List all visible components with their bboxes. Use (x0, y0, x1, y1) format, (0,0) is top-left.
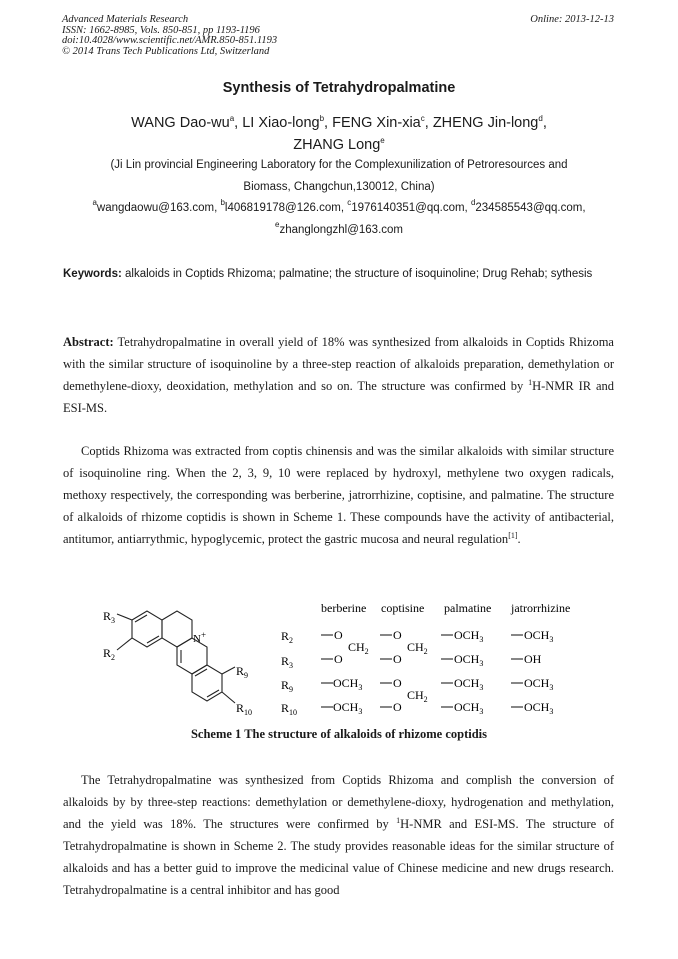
citation-ref[interactable]: [1] (508, 531, 518, 540)
author-sup: a (229, 114, 235, 123)
cell-coptisine-r3: O (393, 652, 402, 666)
cell-coptisine-ch2b: $CH_2$ (407, 688, 428, 704)
author-name: WANG Dao-wu (131, 115, 230, 131)
author-name: LI Xiao-long (242, 115, 320, 131)
paper-title: Synthesis of Tetrahydropalmatine (222, 80, 456, 96)
email-sup: d (470, 198, 476, 207)
ring-a-double (135, 615, 147, 622)
keywords-label: Keywords: (63, 268, 122, 280)
author-name: FENG Xin-xia (332, 115, 421, 131)
email-sup: a (92, 198, 97, 207)
issn-line: ISSN: 1662-8985, Vols. 850-851, pp 1193-1196 (62, 24, 260, 36)
r10-label: $R_{10}$ (236, 701, 253, 717)
email-sup: b (220, 198, 225, 207)
row-label-r2: $R_2$ (281, 629, 294, 645)
n-plus-label: N+ (193, 630, 207, 645)
abstract-text-end: H-NMR IR and ESI-MS. (63, 379, 614, 415)
email-address[interactable]: l406819178@126.com (224, 202, 341, 214)
author-list: WANG Dao-$wu^a$, LI Xiao-long$^b$, FENG Xin-xia$^c$, ZHENG Jin-long$^d$, ZHANG Long$^e$ (131, 114, 547, 153)
bond-r3 (117, 614, 132, 620)
col-header-coptisine: coptisine (381, 601, 425, 615)
r3-label: $R_3$ (103, 609, 116, 625)
body-paragraph-2 (63, 769, 614, 901)
author-sup: e (380, 136, 385, 145)
col-header-berberine: berberine (321, 601, 367, 615)
bond-r9 (222, 667, 235, 674)
cell-palmatine-r2: $OCH_3$ (454, 628, 484, 644)
keywords-text: alkaloids in Coptids Rhizoma; palmatine; the structure of isoquinoline; Drug Rehab; sythesis (125, 268, 593, 280)
email-address[interactable]: wangdaowu@163.com (96, 202, 215, 214)
email-address[interactable]: zhanglongzhl@163.com (279, 224, 403, 236)
paragraph-text: Coptids Rhizoma was extracted from coptis chinensis and was the similar alkaloids with similar structure of isoquinoline ring. When the 2, 3, 9, 10 were replaced by hydroxyl, methylene two oxygen radicals, methoxy respectively, the corresponding was berberine, jatrorrhizine, coptisine, and palmatine. The structure of alkaloids of rhizome coptidis is shown in Scheme 1. These compounds have the activity of antibacterial, antitumor, antiarrythmic, hypoglycemic, protect the gastric mucosa and neural regulation (63, 444, 614, 546)
cell-berberine-r10: $OCH_3$ (333, 700, 363, 716)
email-list: $^a$wangdaowu@163.com, $^b$l406819178@126.com, $^c$1976140351@qq.com, $^d$234585543@qq.com, $^e$zhanglongzhl@163.com (92, 198, 586, 236)
paragraph-sup: 1 (396, 816, 401, 825)
cell-palmatine-r10: $OCH_3$ (454, 700, 484, 716)
cell-palmatine-r3: $OCH_3$ (454, 652, 484, 668)
affiliation (0, 154, 678, 198)
bond-r2 (117, 638, 132, 650)
email-sup: c (347, 198, 352, 207)
r9-label: $R_9$ (236, 664, 249, 680)
journal-name: Advanced Materials Research (62, 14, 189, 25)
col-header-jatrorrhizine: jatrorrhizine (511, 601, 571, 615)
paragraph-text: The Tetrahydropalmatine was synthesized from Coptids Rhizoma and complish the conversion of alkaloids by by three-step reactions: demethylation or demethylene-dioxy, hydrogenation and methylation, and the yield was 18%. The structures were confirmed by (63, 773, 614, 831)
col-header-palmatine: palmatine (444, 601, 492, 615)
email-address[interactable]: 234585543@qq.com (475, 202, 583, 214)
abstract-text: Tetrahydropalmatine in overall yield of 18% was synthesized from alkaloids in Coptids Rhizoma with the similar structure of isoquinoline by a three-step reaction of alkaloids preparation, demethylation or demethylene-dioxy, deoxidation, methylation and so on. The structure was confirmed by (63, 335, 614, 393)
abstract (63, 331, 614, 419)
ring-d-double (207, 690, 219, 697)
body-paragraph-1 (63, 440, 614, 550)
author-sup: c (420, 114, 425, 123)
copyright-line: © 2014 Trans Tech Publications Ltd, Switzerland (62, 45, 270, 57)
row-label-r10: $R_{10}$ (281, 701, 298, 717)
cell-berberine-r3: O (334, 652, 343, 666)
bond-r10 (222, 692, 235, 703)
cell-jatrorrhizine-r10: $OCH_3$ (524, 700, 554, 716)
cell-jatrorrhizine-r9: $OCH_3$ (524, 676, 554, 692)
cell-coptisine-ch2: $CH_2$ (407, 640, 428, 656)
cell-berberine-r2: O (334, 628, 343, 642)
abstract-sup: 1 (528, 378, 533, 387)
cell-berberine-ch2: $CH_2$ (348, 640, 369, 656)
isoquinoline-ring-drawing (117, 611, 235, 703)
email-sup: e (274, 220, 280, 229)
cell-berberine-r9: $OCH_3$ (333, 676, 363, 692)
paragraph-text-end: H-NMR and ESI-MS. The structure of Tetrahydropalmatine is shown in Scheme 2. The study provides reasonable ideas for the similar structure of alkaloids and has a better guid to improve the medicinal value of Chinese medicine and new drugs research. Tetrahydropalmatine is a central inhibitor and has good (63, 817, 614, 897)
cell-jatrorrhizine-r2: $OCH_3$ (524, 628, 554, 644)
keywords (63, 263, 614, 285)
email-address[interactable]: 1976140351@qq.com (351, 202, 465, 214)
affiliation-line: (Ji Lin provincial Engineering Laboratory for the Complexunilization of Petroresources and (110, 159, 568, 171)
ring-d (192, 665, 222, 701)
cell-coptisine-r2: O (393, 628, 402, 642)
row-label-r9: $R_9$ (281, 678, 294, 694)
ring-b (162, 611, 192, 647)
affiliation-line: Biomass, Changchun,130012, China) (243, 181, 435, 193)
scheme-caption: Scheme 1 The structure of alkaloids of rhizome coptidis (190, 727, 488, 741)
doi-line[interactable]: doi:10.4028/www.scientific.net/AMR.850-851.1193 (62, 35, 278, 46)
ring-d-double (195, 669, 207, 676)
author-sup: d (538, 114, 543, 123)
ring-a (132, 611, 162, 647)
online-date: Online: 2013-12-13 (530, 14, 614, 25)
abstract-label: Abstract: (63, 335, 114, 349)
ring-a-double (147, 636, 159, 643)
page-header (62, 15, 616, 57)
paragraph-end: . (517, 532, 521, 546)
author-sup: b (319, 114, 325, 123)
cell-jatrorrhizine-r3: OH (524, 652, 542, 666)
row-label-r3: $R_3$ (281, 654, 294, 670)
author-name: ZHANG Long (293, 137, 381, 153)
cell-palmatine-r9: $OCH_3$ (454, 676, 484, 692)
cell-coptisine-r9: O (393, 676, 402, 690)
author-name: ZHENG Jin-long (432, 115, 539, 131)
cell-coptisine-r10: O (393, 700, 402, 714)
r2-label: $R_2$ (103, 646, 116, 662)
scheme-1-structure (95, 595, 595, 725)
